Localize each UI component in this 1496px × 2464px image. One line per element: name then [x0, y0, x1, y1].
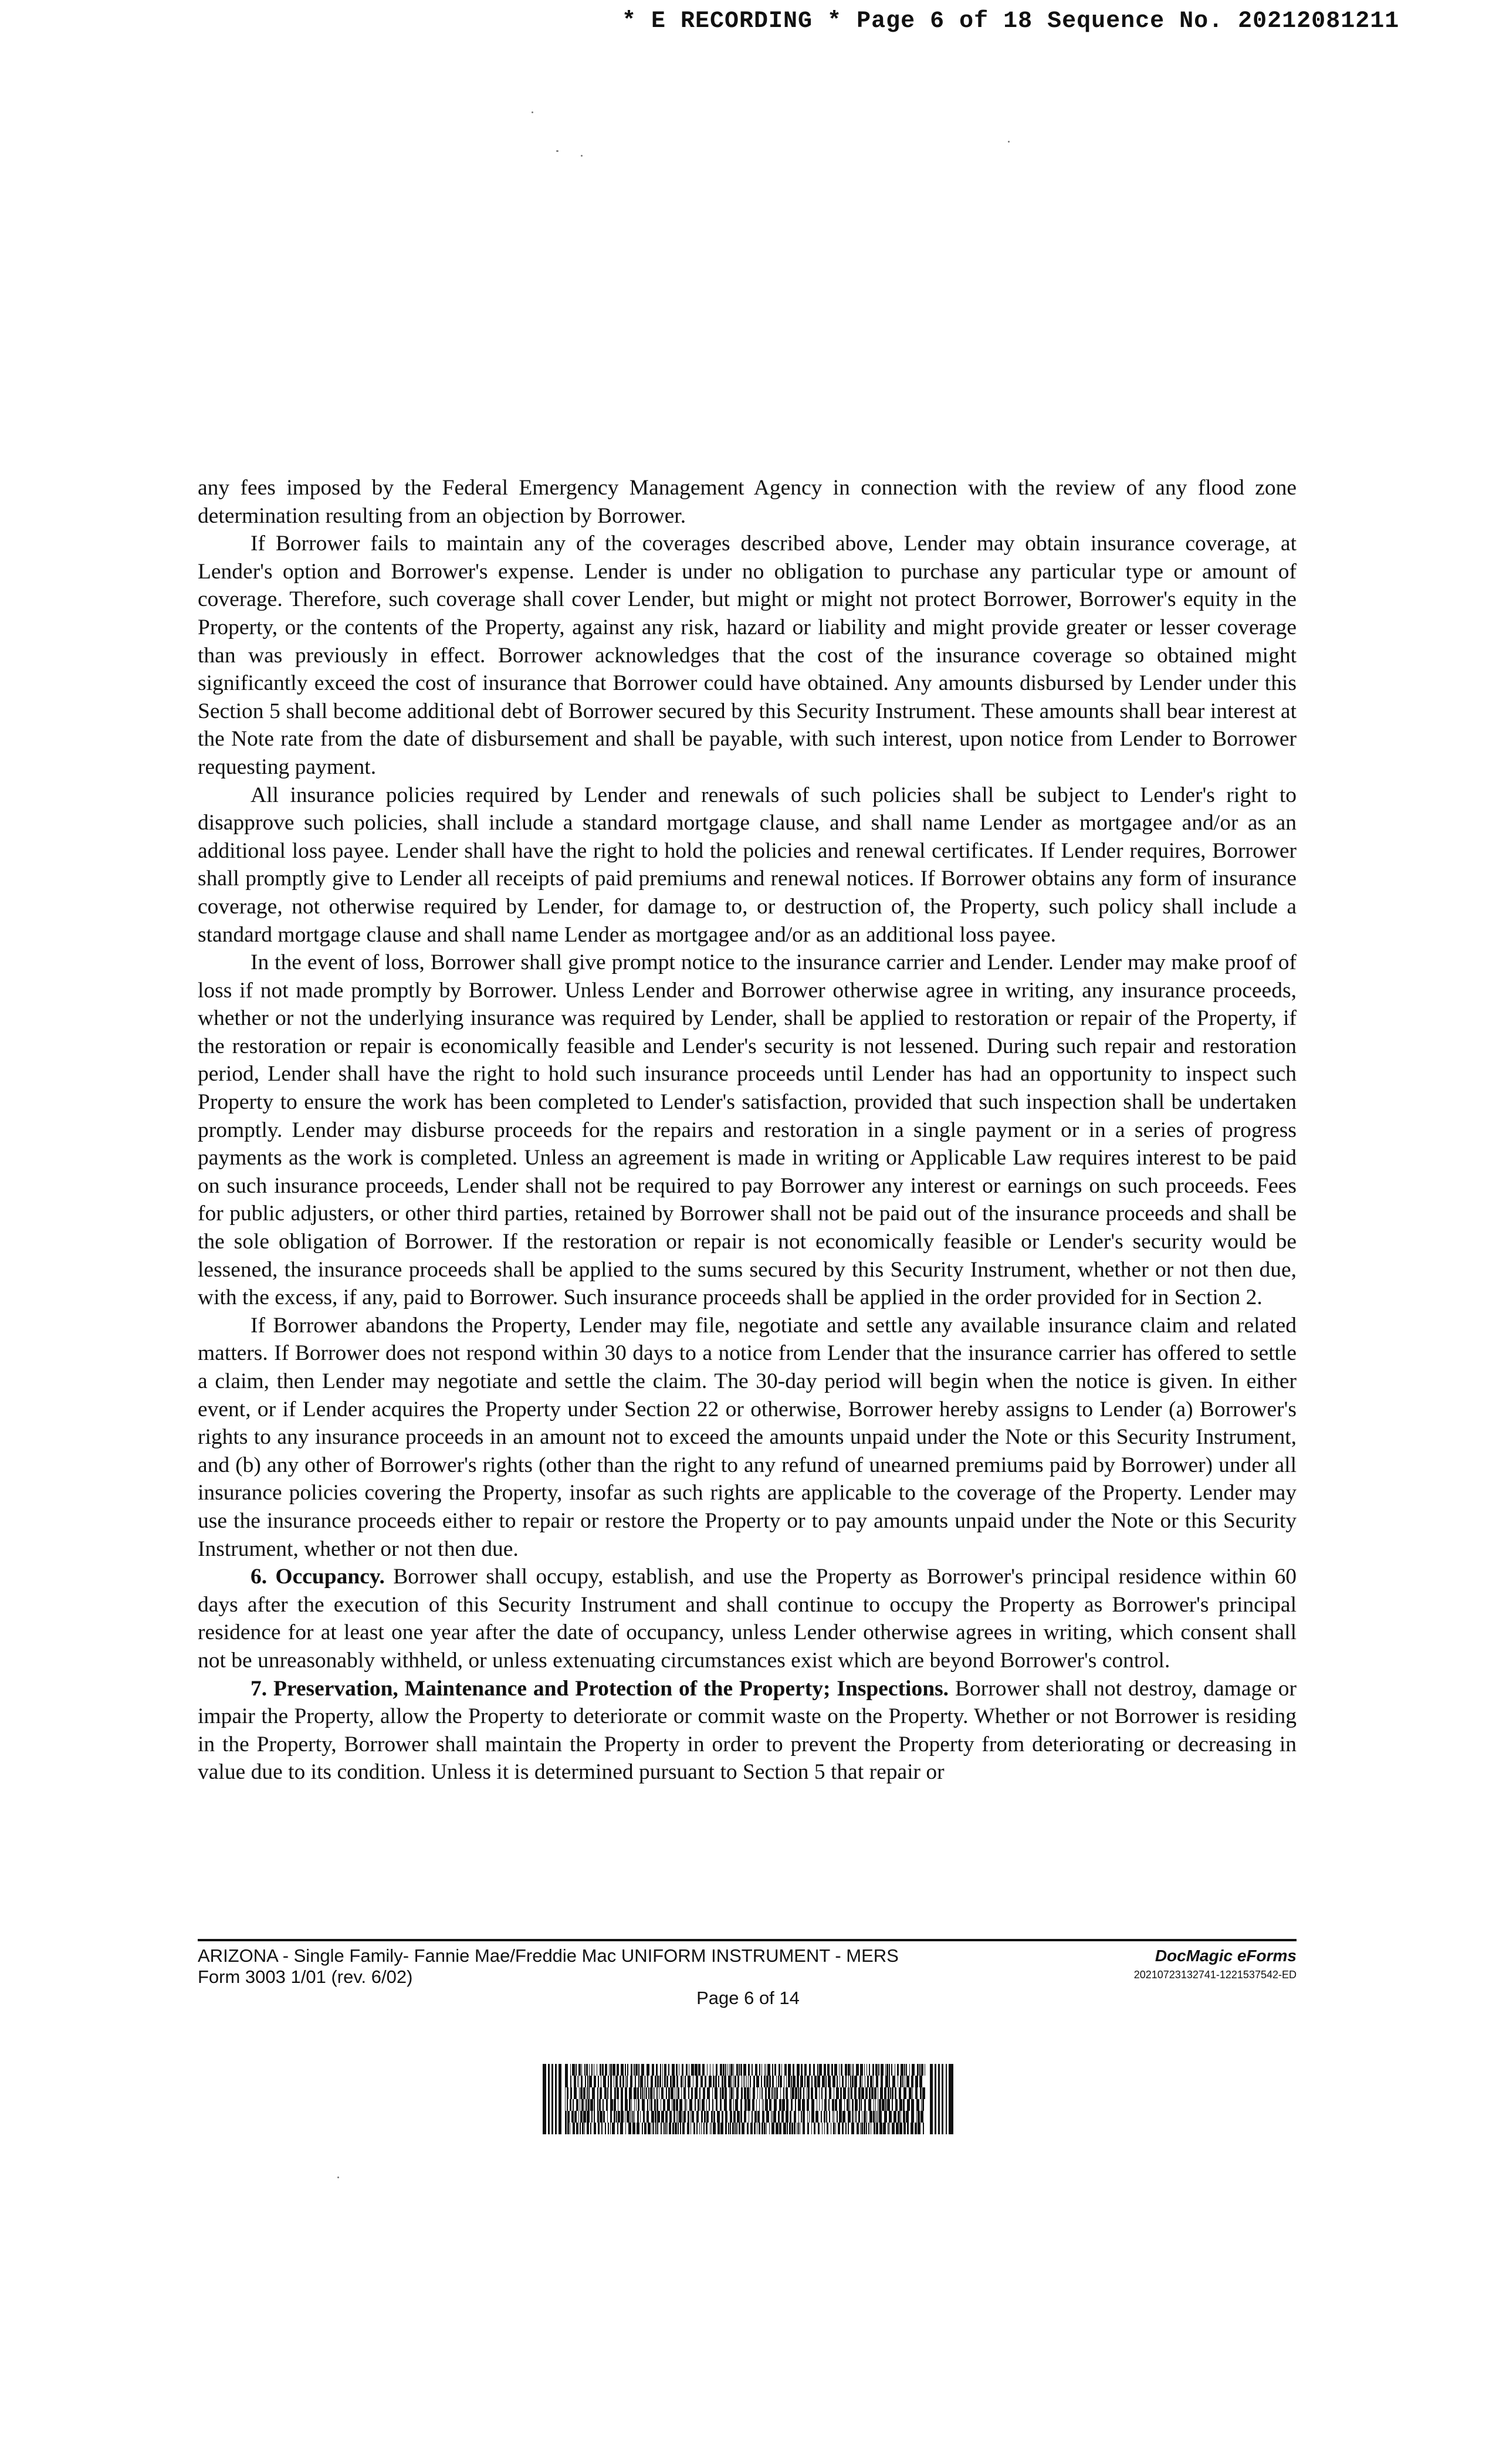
paragraph-flood-fees: any fees imposed by the Federal Emergency Management Agency in connection with the review of any flood zone determination resulting from an objection by Borrower. — [198, 476, 1297, 528]
scan-speck — [337, 2177, 339, 2178]
footer-page-number: Page 6 of 14 — [696, 1988, 800, 2008]
section-6-heading: 6. Occupancy. — [251, 1565, 385, 1589]
paragraph-preservation — [198, 1675, 1297, 1786]
footer-form-number: Form 3003 1/01 (rev. 6/02) — [198, 1967, 413, 1987]
footer-form-title: ARIZONA - Single Family- Fannie Mae/Freddie Mac UNIFORM INSTRUMENT - MERS — [198, 1945, 899, 1966]
document-body — [198, 474, 1297, 1786]
scan-speck — [556, 150, 559, 152]
docmagic-logo: DocMagic eForms — [1155, 1947, 1297, 1965]
scan-speck — [532, 111, 533, 113]
recording-header: * E RECORDING * Page 6 of 18 Sequence No. 20212081211 — [622, 8, 1400, 35]
paragraph-abandonment: If Borrower abandons the Property, Lender may file, negotiate and settle any available insurance claim and related matters. If Borrower does not respond within 30 days to a notice from Lender that the insurance carrier has offered to settle a claim, then Lender may negotiate and settle the claim. The 30-day period will begin when the notice is given. In either event, or if Lender acquires the Property under Section 22 or otherwise, Borrower hereby assigns to Lender (a) Borrower's rights to any insurance proceeds in an amount not to exceed the amounts unpaid under the Note or this Security Instrument, and (b) any other of Borrower's rights (other than the right to any refund of unearned premiums paid by Borrower) under all insurance policies covering the Property, insofar as such rights are applicable to the coverage of the Property. Lender may use the insurance proceeds either to repair or restore the Property or to pay amounts unpaid under the Note or this Security Instrument, whether or not then due. — [198, 1313, 1297, 1561]
footer-doc-code: 20210723132741-1221537542-ED — [1133, 1969, 1297, 1981]
paragraph-insurance-policies: All insurance policies required by Lender and renewals of such policies shall be subject to Lender's right to disapprove such policies, shall include a standard mortgage clause, and shall name Lender as mortgagee and/or as an additional loss payee. Lender shall have the right to hold the policies and renewal certificates. If Lender requires, Borrower shall promptly give to Lender all receipts of paid premiums and renewal notices. If Borrower obtains any form of insurance coverage, not otherwise required by Lender, for damage to, or destruction of, the Property, such policy shall include a standard mortgage clause and shall name Lender as mortgagee and/or as an additional loss payee. — [198, 783, 1297, 947]
scan-speck — [581, 155, 583, 157]
scan-speck — [1008, 141, 1010, 143]
section-7-heading: 7. Preservation, Maintenance and Protection of the Property; Inspections. — [251, 1676, 949, 1701]
paragraph-coverage-failure: If Borrower fails to maintain any of the coverages described above, Lender may obtain insurance coverage, at Lender's option and Borrower's expense. Lender is under no obligation to purchase any particular type or amount of coverage. Therefore, such coverage shall cover Lender, but might or might not protect Borrower, Borrower's equity in the Property, or the contents of the Property, against any risk, hazard or liability and might provide greater or lesser coverage than was previously in effect. Borrower acknowledges that the cost of the insurance coverage so obtained might significantly exceed the cost of insurance that Borrower could have obtained. Any amounts disbursed by Lender under this Section 5 shall become additional debt of Borrower secured by this Security Instrument. These amounts shall bear interest at the Note rate from the date of disbursement and shall be payable, with such interest, upon notice from Lender to Borrower requesting payment. — [198, 532, 1297, 779]
paragraph-occupancy — [198, 1563, 1297, 1674]
footer-divider — [198, 1939, 1297, 1941]
paragraph-event-of-loss: In the event of loss, Borrower shall give prompt notice to the insurance carrier and Lender. Lender may make proof of loss if not made promptly by Borrower. Unless Lender and Borrower otherwise agree in writing, any insurance proceeds, whether or not the underlying insurance was required by Lender, shall be applied to restoration or repair of the Property, if the restoration or repair is economically feasible and Lender's security is not lessened. During such repair and restoration period, Lender shall have the right to hold such insurance proceeds until Lender has had an opportunity to inspect such Property to ensure the work has been completed to Lender's satisfaction, provided that such inspection shall be undertaken promptly. Lender may disburse proceeds for the repairs and restoration in a single payment or in a series of progress payments as the work is completed. Unless an agreement is made in writing or Applicable Law requires interest to be paid on such insurance proceeds, Lender shall not be required to pay Borrower any interest or earnings on such proceeds. Fees for public adjusters, or other third parties, retained by Borrower shall not be paid out of the insurance proceeds and shall be the sole obligation of Borrower. If the restoration or repair is not economically feasible or Lender's security would be lessened, the insurance proceeds shall be applied to the sums secured by this Security Instrument, whether or not then due, with the excess, if any, paid to Borrower. Such insurance proceeds shall be applied in the order provided for in Section 2. — [198, 950, 1297, 1310]
section-7-text: Borrower shall not destroy, damage or impair the Property, allow the Property to deteriorate or commit waste on the Property. Whether or not Borrower is residing in the Property, Borrower shall maintain the Property in order to prevent the Property from deteriorating or decreasing in value due to its condition. Unless it is determined pursuant to Section 5 that repair or — [198, 1676, 1297, 1785]
footer-form-info — [198, 1945, 899, 1988]
section-6-text: Borrower shall occupy, establish, and use the Property as Borrower's principal residence within 60 days after the execution of this Security Instrument and shall continue to occupy the Property as Borrower's principal residence for at least one year after the date of occupancy, unless Lender otherwise agrees in writing, which consent shall not be unreasonably withheld, or unless extenuating circumstances exist which are beyond Borrower's control. — [198, 1565, 1297, 1673]
pdf417-barcode-icon — [543, 2064, 953, 2134]
